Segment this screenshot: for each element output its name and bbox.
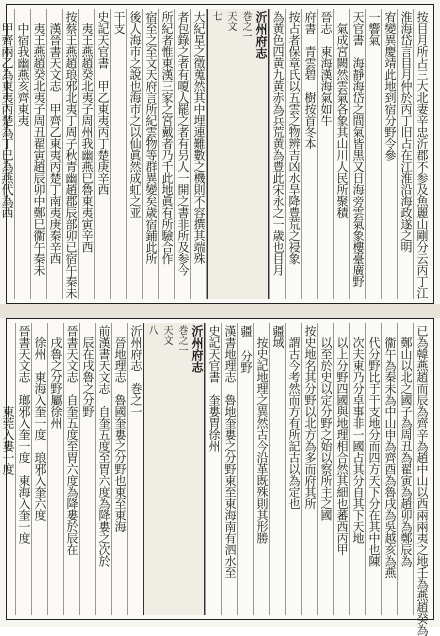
text-column: 大紀星之徵蒐然其中埋連難數之機則不容撰其端殊	[190, 9, 206, 299]
text-column: 按目月所占三大北妻辛忠沂郡不参及魚麗山剛分云丙丁江	[415, 11, 429, 299]
fold-volume: 巻之一	[176, 325, 187, 355]
bottom-page-columns	[1, 323, 429, 636]
fold-page: 八	[146, 325, 157, 335]
text-column: 氣成宮闕然雲氣各象其山川人民所聚積	[333, 9, 349, 299]
text-column: 疆域	[269, 323, 285, 615]
text-column: 為黄色四黄九黄赤為兵荒黄為豊此宋永之一歳也目月	[269, 9, 285, 299]
text-column: 按史地名其分野以北方為多而府其所	[301, 323, 317, 615]
text-column: 辰在戌魯之分野	[79, 323, 95, 615]
text-column: 後人海市之說也海市之以仙眞然成虹之亚	[126, 9, 142, 299]
text-column: 疆 分野	[237, 323, 253, 615]
text-column: 宿至之至文天府言所紀雲物等群異變矣歳宿鋪此所	[142, 9, 158, 299]
text-column: 謂古今考然而方有所記古以為定也	[285, 323, 301, 615]
text-column: 前漢書天文志 自奎五度至胃六度為降婁之次於	[95, 323, 111, 615]
text-column: 漢書地理志 魯地奎婁之分野東至東海南有泗水至	[221, 323, 237, 615]
text-column: 所紀者惟東漢三家之宮戴者乃千此地眞有所驗合作	[158, 9, 174, 299]
fold-margin	[207, 9, 269, 299]
text-column: 按史記地理之異然古今沿革既殊則其形勝	[253, 323, 269, 615]
text-column: 一響氣	[365, 9, 381, 299]
top-page-columns	[0, 9, 429, 299]
fold-section: 天文	[225, 11, 236, 31]
text-column: 甲齊兩乙為東夷丙楚為丁巳為燕代為西	[0, 11, 14, 218]
text-column: 代分野比于干支地分而四方天下分在其中也陳	[365, 323, 381, 615]
text-column: 府書 青雲碧 樹按首冬本	[301, 9, 317, 299]
text-column: 干支	[110, 9, 126, 299]
text-column: 以至於史以定分野之始以察所主之國	[317, 323, 333, 615]
fold-page: 七	[210, 11, 221, 21]
text-column: 晉志 東海漢海氣如牛	[317, 9, 333, 299]
text-column: 衞午為秦未為中山申為齊酉為魯戌為吳越亥為燕	[381, 323, 397, 615]
text-column: 按占者保章氏以五雲之物辨吉凶水旱降豊荒之祲象	[285, 9, 301, 299]
text-column: 按蔡王燕趙琅邪北夷丁周子秋青幽趙郡辰部卯已宿午秦未	[64, 11, 78, 299]
text-column: 沂州府志 巻之一	[127, 323, 143, 615]
text-column: 天官書 海靜海岱之間氣皆黒又日海旁雲氣象樓臺廣野	[349, 9, 365, 299]
text-column: 漢晉書天文志 甲齊乙東夷丙楚丁南夷庚秦辛西	[46, 9, 62, 299]
fold-title: 沂州府志	[190, 325, 204, 373]
text-column: 者包錄之者有嗄人罷之者有叧人一開之書非所及参今	[174, 9, 190, 299]
text-column: 已為韓燕趙而辰為齊辛為趙中山以西兩兩夷之地壬為燕趙癸為	[415, 325, 429, 636]
text-column: 史記天官書 奎婁胃徐州	[205, 323, 221, 615]
text-column: 戌魯之分野屬徐州	[47, 323, 63, 615]
top-page	[0, 4, 434, 304]
text-column: 夷王燕趙癸北夷子周丑翟寅趙辰卯中鄭巳衞午秦未	[30, 9, 46, 299]
text-column: 史記天官書 甲乙東夷丙丁楚庚辛西	[94, 9, 110, 299]
fold-volume: 巻之一	[240, 11, 251, 41]
text-column: 晉地理志 魯國奎婁之分野也東至東海	[111, 323, 127, 615]
fold-section: 天文	[161, 325, 172, 345]
text-column: 以上分野四國與地理相合然其細也蕃西丙甲	[333, 323, 349, 615]
text-column: 夷王燕趙癸北夷子周州我幽燕巳魯東夷寅辛西	[78, 9, 94, 299]
text-column: 宥變異慶靖此地到宿分野令參	[381, 9, 397, 299]
text-column: 中宿我幽燕亥齊東夷	[14, 9, 30, 299]
text-column: 晉書天文志 自奎五度至胃六度為降婁於辰在	[63, 323, 79, 615]
page-gutter	[0, 304, 440, 318]
fold-title: 沂州府志	[254, 11, 268, 59]
bottom-page	[1, 318, 434, 636]
text-column: 鄭山以北之國子為周丑為翟寅為趙卯為鄭辰為	[397, 323, 413, 615]
text-column: 東莞入婁一度	[0, 323, 15, 615]
text-column: 晉書天文志 瑯邪入奎一度 東海入奎一度	[15, 323, 31, 615]
text-column: 淮海岱言目月仲於丙丁旧占在江淮沿海政遂之明	[397, 9, 413, 299]
text-column: 次夫東乃分卓事非一國占其分自其下天地	[349, 323, 365, 615]
text-column: 徐州 東海入奎一度 琅邪入奎六度	[31, 323, 47, 615]
fold-margin	[143, 323, 205, 615]
